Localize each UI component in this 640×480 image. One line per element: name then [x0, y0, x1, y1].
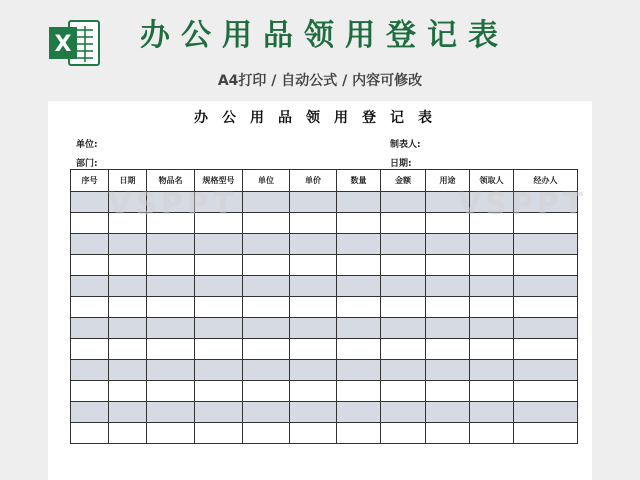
- table-row: [71, 360, 578, 381]
- date-label: 日期:: [390, 159, 412, 169]
- table-cell[interactable]: [514, 339, 578, 360]
- table-cell[interactable]: [109, 255, 147, 276]
- table-cell[interactable]: [109, 360, 147, 381]
- table-cell[interactable]: [109, 339, 147, 360]
- header-cell: 金额: [381, 170, 426, 192]
- table-cell[interactable]: [147, 276, 195, 297]
- table-cell[interactable]: [426, 402, 470, 423]
- header-cell: 单价: [290, 170, 337, 192]
- table-row: [71, 402, 578, 423]
- banner-title: 办公用品领用登记表: [140, 18, 509, 53]
- table-cell[interactable]: [514, 276, 578, 297]
- table-cell[interactable]: [426, 339, 470, 360]
- table-cell[interactable]: [381, 255, 426, 276]
- table-cell[interactable]: [514, 255, 578, 276]
- table-cell[interactable]: [147, 402, 195, 423]
- table-row: [71, 381, 578, 402]
- table-cell[interactable]: [71, 423, 109, 444]
- table-cell[interactable]: [109, 381, 147, 402]
- table-cell[interactable]: [290, 423, 337, 444]
- table-cell[interactable]: [470, 255, 514, 276]
- table-cell[interactable]: [381, 213, 426, 234]
- table-cell[interactable]: [243, 423, 290, 444]
- table-cell[interactable]: [290, 318, 337, 339]
- table-cell[interactable]: [290, 234, 337, 255]
- table-row: [71, 423, 578, 444]
- table-cell[interactable]: [109, 234, 147, 255]
- table-row: [71, 255, 578, 276]
- watermark-right: VSPPT: [458, 187, 588, 222]
- table-cell[interactable]: [337, 318, 381, 339]
- table-cell[interactable]: [426, 423, 470, 444]
- banner-subtitle: A4打印 / 自动公式 / 内容可修改: [217, 73, 423, 89]
- table-cell[interactable]: [514, 297, 578, 318]
- header-cell: 经办人: [514, 170, 578, 192]
- table-cell[interactable]: [514, 402, 578, 423]
- table-cell[interactable]: [71, 192, 109, 213]
- table-cell[interactable]: [290, 276, 337, 297]
- table-cell[interactable]: [147, 423, 195, 444]
- table-cell[interactable]: [71, 318, 109, 339]
- table-cell[interactable]: [290, 402, 337, 423]
- table-cell[interactable]: [71, 255, 109, 276]
- table-cell[interactable]: [195, 339, 243, 360]
- table-cell[interactable]: [381, 381, 426, 402]
- table-cell[interactable]: [243, 213, 290, 234]
- table-cell[interactable]: [337, 402, 381, 423]
- table-cell[interactable]: [243, 276, 290, 297]
- table-cell[interactable]: [71, 297, 109, 318]
- table-cell[interactable]: [426, 234, 470, 255]
- table-cell[interactable]: [195, 234, 243, 255]
- table-cell[interactable]: [337, 234, 381, 255]
- table-cell[interactable]: [290, 339, 337, 360]
- table-cell[interactable]: [426, 318, 470, 339]
- table-cell[interactable]: [470, 381, 514, 402]
- table-cell[interactable]: [243, 255, 290, 276]
- table-cell[interactable]: [426, 276, 470, 297]
- table-cell[interactable]: [195, 402, 243, 423]
- table-cell[interactable]: [381, 423, 426, 444]
- table-cell[interactable]: [243, 381, 290, 402]
- table-cell[interactable]: [381, 339, 426, 360]
- table-cell[interactable]: [71, 276, 109, 297]
- table-cell[interactable]: [337, 255, 381, 276]
- table-cell[interactable]: [109, 318, 147, 339]
- table-cell[interactable]: [243, 360, 290, 381]
- header-cell: 单位: [243, 170, 290, 192]
- table-cell[interactable]: [71, 360, 109, 381]
- table-cell[interactable]: [381, 297, 426, 318]
- table-cell[interactable]: [381, 192, 426, 213]
- header-cell: 日期: [109, 170, 147, 192]
- table-cell[interactable]: [514, 360, 578, 381]
- table-cell[interactable]: [381, 318, 426, 339]
- table-cell[interactable]: [290, 381, 337, 402]
- excel-icon: [47, 18, 101, 68]
- table-row: [71, 339, 578, 360]
- table-cell[interactable]: [109, 297, 147, 318]
- table-cell[interactable]: [470, 339, 514, 360]
- department-label: 部门:: [76, 159, 98, 169]
- header-cell: 序号: [71, 170, 109, 192]
- table-cell[interactable]: [71, 213, 109, 234]
- table-cell[interactable]: [195, 276, 243, 297]
- table-cell[interactable]: [195, 255, 243, 276]
- table-cell[interactable]: [470, 276, 514, 297]
- watermark-left: VSPPT: [108, 187, 238, 222]
- table-cell[interactable]: [290, 297, 337, 318]
- table-row: [71, 297, 578, 318]
- sheet-title: 办公用品领用登记表: [194, 110, 446, 126]
- table-cell[interactable]: [71, 402, 109, 423]
- table-cell[interactable]: [470, 402, 514, 423]
- table-cell[interactable]: [147, 255, 195, 276]
- table-cell[interactable]: [290, 255, 337, 276]
- table-cell[interactable]: [195, 360, 243, 381]
- table-cell[interactable]: [514, 234, 578, 255]
- table-cell[interactable]: [290, 213, 337, 234]
- table-cell[interactable]: [514, 423, 578, 444]
- table-cell[interactable]: [514, 381, 578, 402]
- table-cell[interactable]: [147, 318, 195, 339]
- table-cell[interactable]: [147, 360, 195, 381]
- table-cell[interactable]: [470, 360, 514, 381]
- table-cell[interactable]: [147, 234, 195, 255]
- table-cell[interactable]: [514, 318, 578, 339]
- table-cell[interactable]: [290, 192, 337, 213]
- table-cell[interactable]: [71, 339, 109, 360]
- header-cell: 规格型号: [195, 170, 243, 192]
- table-cell[interactable]: [426, 360, 470, 381]
- table-cell[interactable]: [337, 381, 381, 402]
- table-cell[interactable]: [337, 276, 381, 297]
- table-row: [71, 318, 578, 339]
- table-cell[interactable]: [147, 381, 195, 402]
- table-cell[interactable]: [243, 192, 290, 213]
- table-cell[interactable]: [71, 381, 109, 402]
- table-cell[interactable]: [337, 339, 381, 360]
- sheet-preview: [48, 101, 592, 480]
- table-cell[interactable]: [109, 276, 147, 297]
- table-cell[interactable]: [109, 402, 147, 423]
- table-cell[interactable]: [147, 297, 195, 318]
- header-cell: 用途: [426, 170, 470, 192]
- header-cell: 物品名: [147, 170, 195, 192]
- unit-label: 单位:: [76, 140, 98, 150]
- header-cell: 数量: [337, 170, 381, 192]
- table-cell[interactable]: [470, 234, 514, 255]
- table-cell[interactable]: [426, 255, 470, 276]
- table-cell[interactable]: [195, 318, 243, 339]
- table-cell[interactable]: [381, 360, 426, 381]
- table-cell[interactable]: [71, 234, 109, 255]
- table-body: [71, 192, 578, 444]
- table-cell[interactable]: [426, 297, 470, 318]
- maker-label: 制表人:: [390, 140, 421, 150]
- table-cell[interactable]: [195, 423, 243, 444]
- table-row: [71, 276, 578, 297]
- table-cell[interactable]: [381, 276, 426, 297]
- excel-logo-letter: X: [54, 32, 72, 57]
- table-cell[interactable]: [147, 339, 195, 360]
- table-cell[interactable]: [195, 297, 243, 318]
- table-cell[interactable]: [337, 297, 381, 318]
- table-cell[interactable]: [243, 402, 290, 423]
- table-cell[interactable]: [290, 360, 337, 381]
- table-cell[interactable]: [426, 381, 470, 402]
- table-cell[interactable]: [109, 423, 147, 444]
- table-cell[interactable]: [337, 360, 381, 381]
- table-cell[interactable]: [470, 297, 514, 318]
- table-cell[interactable]: [337, 192, 381, 213]
- table-cell[interactable]: [337, 423, 381, 444]
- table-cell[interactable]: [470, 318, 514, 339]
- table-row: [71, 234, 578, 255]
- table-cell[interactable]: [337, 213, 381, 234]
- header-cell: 领取人: [470, 170, 514, 192]
- table-cell[interactable]: [243, 234, 290, 255]
- table-cell[interactable]: [243, 318, 290, 339]
- table-cell[interactable]: [195, 381, 243, 402]
- table-cell[interactable]: [243, 339, 290, 360]
- table-cell[interactable]: [381, 402, 426, 423]
- table-cell[interactable]: [243, 297, 290, 318]
- table-cell[interactable]: [470, 423, 514, 444]
- table-cell[interactable]: [381, 234, 426, 255]
